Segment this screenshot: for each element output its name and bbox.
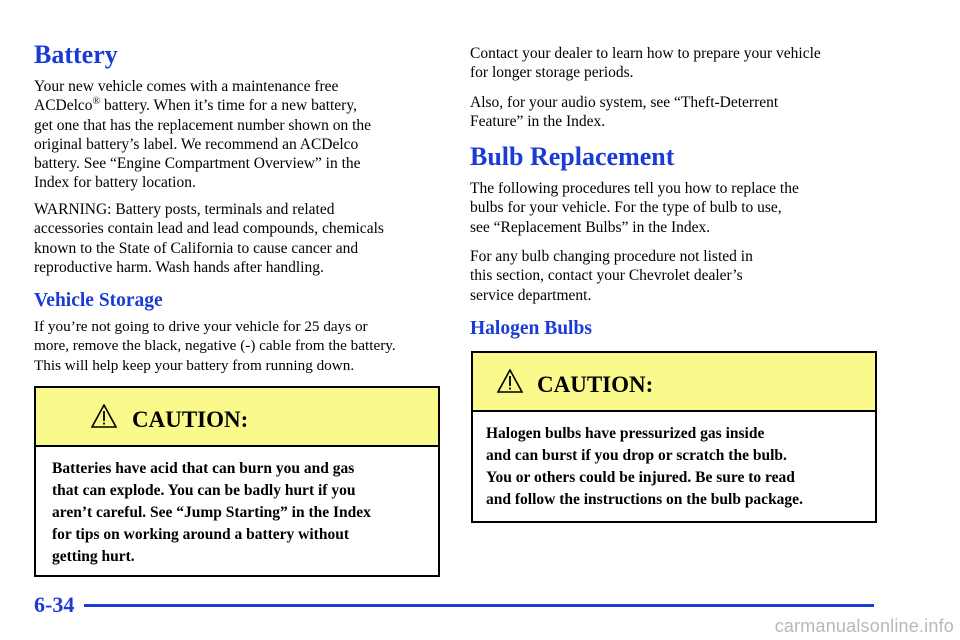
caution-title: CAUTION: bbox=[537, 372, 654, 397]
warning-triangle-icon bbox=[91, 404, 117, 428]
watermark: carmanualsonline.info bbox=[774, 616, 954, 636]
battery-caution-box bbox=[34, 386, 440, 577]
battery-p1-start: Your new vehicle comes with a maintenance free ACDelco bbox=[34, 78, 339, 115]
footer-rule bbox=[84, 604, 874, 607]
caution-text: Batteries have acid that can burn you and gas that can explode. You can be badly hurt if you aren’t careful. See “Jump Starting” in the Index for tips on working around a battery without getting hurt. bbox=[52, 460, 371, 565]
halogen-caution-box bbox=[471, 351, 877, 523]
battery-heading: Battery bbox=[34, 40, 118, 69]
battery-paragraph-1 bbox=[34, 77, 440, 193]
caution-header bbox=[473, 353, 875, 412]
bulb-replacement-heading: Bulb Replacement bbox=[470, 142, 675, 171]
vehicle-storage-heading: Vehicle Storage bbox=[34, 290, 163, 311]
bulb-procedures-paragraph: The following procedures tell you how to replace the bulbs for your vehicle. For the type of bulb to use, see “Replacement Bulbs” in the Index. bbox=[470, 180, 799, 236]
vehicle-storage-paragraph: If you’re not going to drive your vehicle for 25 days or more, remove the black, negative (-) cable from the battery. This will help keep your battery from running down. bbox=[34, 318, 396, 374]
bulb-dealer-paragraph: For any bulb changing procedure not listed in this section, contact your Chevrolet dealer’s service department. bbox=[470, 248, 753, 304]
halogen-bulbs-heading: Halogen Bulbs bbox=[470, 318, 592, 339]
storage-contact-paragraph: Contact your dealer to learn how to prepare your vehicle for longer storage periods. bbox=[470, 45, 821, 82]
caution-title: CAUTION: bbox=[132, 407, 249, 432]
caution-header bbox=[36, 388, 438, 447]
audio-system-paragraph: Also, for your audio system, see “Theft-Deterrent Feature” in the Index. bbox=[470, 94, 779, 131]
page-number: 6-34 bbox=[34, 592, 75, 617]
warning-triangle-icon bbox=[497, 369, 523, 393]
caution-text: Halogen bulbs have pressurized gas inside and can burst if you drop or scratch the bulb. You or others could be injured. Be sure to read and follow the instructions on the bulb package. bbox=[486, 425, 803, 508]
registered-mark: ® bbox=[92, 96, 101, 108]
battery-warning-paragraph: WARNING: Battery posts, terminals and related accessories contain lead and lead compounds, chemicals known to the State of California to cause cancer and reproductive harm. Wash hands after handling. bbox=[34, 201, 384, 276]
battery-p1-end: battery. When it’s time for a new battery, get one that has the replacement number shown on the original battery’s label. We recommend an ACDelco battery. See “Engine Compartment Overview” in the Index for battery location. bbox=[34, 97, 372, 192]
